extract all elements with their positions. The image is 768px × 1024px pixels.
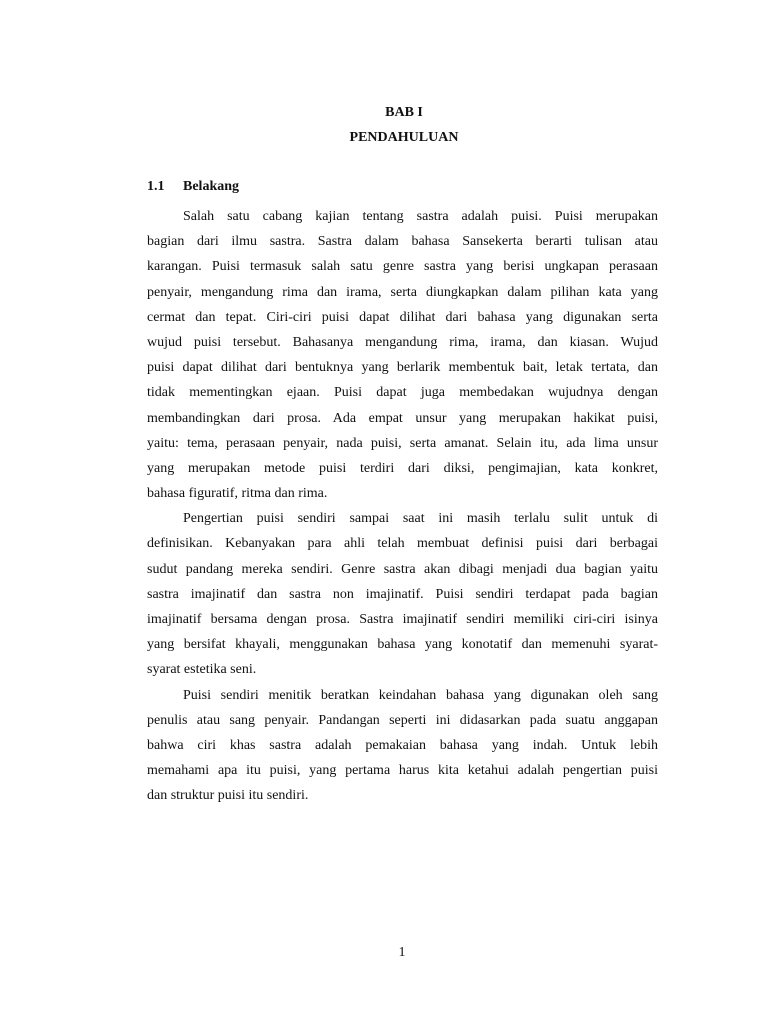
text-line: imajinatif bersama dengan prosa. Sastra imajinatif sendiri memiliki ciri-ciri isinya: [147, 612, 658, 627]
text-line: dan struktur puisi itu sendiri.: [147, 788, 309, 804]
chapter-title: PENDAHULUAN: [349, 130, 459, 145]
text-line: yang bersifat khayali, menggunakan bahasa yang konotatif dan memenuhi syarat-: [147, 637, 658, 653]
body-text: [147, 204, 658, 809]
text-line: puisi dapat dilihat dari bentuknya yang berlarik membentuk bait, letak tertata, dan: [147, 360, 658, 376]
text-line: penyair, mengandung rima dan irama, serta diungkapkan dalam pilihan kata yang: [147, 284, 658, 300]
text-line: bagian dari ilmu sastra. Sastra dalam bahasa Sansekerta berarti tulisan atau: [147, 234, 658, 250]
text-line: membandingkan dari prosa. Ada empat unsur yang merupakan hakikat puisi,: [147, 410, 658, 426]
text-line: Puisi sendiri menitik beratkan keindahan bahasa yang digunakan oleh sang: [183, 687, 658, 703]
text-line: Salah satu cabang kajian tentang sastra adalah puisi. Puisi merupakan: [183, 209, 658, 224]
text-line: sudut pandang mereka sendiri. Genre sastra akan dibagi menjadi dua bagian yaitu: [147, 561, 658, 577]
text-line: karangan. Puisi termasuk salah satu genre sastra yang berisi ungkapan perasaan: [147, 259, 658, 275]
paragraph-2: [147, 506, 658, 682]
text-line: memahami apa itu puisi, yang pertama harus kita ketahui adalah pengertian puisi: [147, 763, 658, 779]
text-line: syarat estetika seni.: [147, 662, 257, 678]
text-line: sastra imajinatif dan sastra non imajinatif. Puisi sendiri terdapat pada bagian: [147, 586, 658, 602]
text-line: cermat dan tepat. Ciri-ciri puisi dapat dilihat dari bahasa yang digunakan serta: [147, 309, 658, 325]
section-title: Belakang: [183, 179, 240, 194]
paragraph-1: [147, 204, 658, 506]
page-number: 1: [398, 945, 406, 960]
section-heading: [147, 178, 239, 196]
text-line: bahasa figuratif, ritma dan rima.: [147, 486, 328, 502]
text-line: yang merupakan metode puisi terdiri dari diksi, pengimajian, kata konkret,: [147, 460, 658, 476]
paragraph-3: [147, 683, 658, 809]
text-line: yaitu: tema, perasaan penyair, nada puisi, serta amanat. Selain itu, ada lima unsur: [147, 435, 658, 451]
chapter-number: BAB I: [385, 105, 423, 120]
text-line: bahwa ciri khas sastra adalah pemakaian bahasa yang indah. Untuk lebih: [147, 737, 658, 753]
text-line: definisikan. Kebanyakan para ahli telah membuat definisi puisi dari berbagai: [147, 536, 658, 552]
text-line: penulis atau sang penyair. Pandangan seperti ini didasarkan pada suatu anggapan: [147, 712, 658, 728]
text-line: Pengertian puisi sendiri sampai saat ini masih terlalu sulit untuk di: [183, 511, 658, 527]
section-number: 1.1: [147, 179, 165, 194]
text-line: tidak mementingkan ejaan. Puisi dapat juga membedakan wujudnya dengan: [147, 385, 658, 401]
text-line: wujud puisi tersebut. Bahasanya mengandung rima, irama, dan kiasan. Wujud: [147, 334, 658, 350]
